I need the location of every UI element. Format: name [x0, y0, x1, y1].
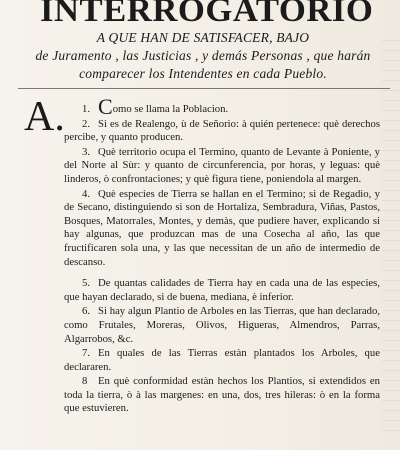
- question-8: [64, 375, 380, 416]
- question-5: [64, 277, 380, 304]
- question-text: omo se llama la Poblacion.: [112, 103, 229, 115]
- question-text: En quales de las Tierras estàn plantados los Arboles, que declararen.: [64, 347, 380, 373]
- header-divider: [18, 88, 390, 89]
- question-7: [64, 347, 380, 374]
- section-letter: A.: [24, 94, 65, 140]
- question-number: 8: [82, 375, 88, 388]
- question-number: 4.: [82, 187, 91, 200]
- question-1: [64, 94, 380, 119]
- question-number: 2.: [82, 117, 91, 130]
- question-6: [64, 305, 380, 346]
- question-text: Si hay algun Plantio de Arboles en las Tierras, que han declarado, como Frutales, Moreras, Olivos, Higueras, Almendros, Parras, Algarrobos, &c.: [64, 305, 380, 345]
- question-number: 7.: [82, 347, 91, 360]
- dropcap-letter: C: [98, 94, 113, 119]
- question-number: 3.: [82, 145, 91, 158]
- question-text: Què especies de Tierra se hallan en el Termino; si de Regadio, y de Secano, distinguiendo si son de Hortaliza, Sembradura, Viñas, Pastos, Bosques, Matorrales, Montes, y demàs, que pudiere haver, explicando si hay algunas, que produzcan mas de una Cosecha al año, las que fructificaren sola una, y las que necessitan de un año de intermedio de descanso.: [64, 187, 380, 268]
- question-text: Si es de Realengo, ù de Señorio: à quién pertenece: què derechos percibe, y quanto producen.: [64, 117, 380, 144]
- question-text: De quantas calidades de Tierra hay en cada una de las especies, que hayan declarado, si de buena, mediana, è inferior.: [64, 277, 380, 303]
- question-text: Què territorio ocupa el Termino, quanto de Levante à Poniente, y del Norte al Sùr: y quanto de circunferencia, por horas, y leguas: què linderos, ò confrontaciones; y què figura tiene, poniendola al margen.: [64, 145, 380, 185]
- question-number: 5.: [82, 277, 91, 290]
- question-text: En què conformidad estàn hechos los Plantios, si extendidos en toda la tierra, ò à las margenes: en una, dos, tres hileras: ò en la forma que estuvieren.: [64, 375, 380, 415]
- document-title: INTERROGATORIO: [39, 0, 374, 29]
- question-3: [64, 146, 380, 187]
- bleed-through-texture: [382, 40, 400, 440]
- question-number: 1.: [82, 103, 91, 115]
- spacer: [64, 270, 380, 277]
- question-2: [64, 118, 380, 145]
- subtitle-line-3: comparecer los Intendentes en cada Pueblo.: [79, 66, 327, 81]
- document-header: [18, 0, 388, 82]
- question-number: 6.: [82, 305, 91, 318]
- subtitle-line-2: de Juramento , las Justicias , y demás Personas , que harán: [35, 48, 371, 63]
- question-4: [64, 188, 380, 270]
- questions-list: [64, 94, 380, 417]
- subtitle-line-1: A QUE HAN DE SATISFACER, BAJO: [96, 30, 310, 45]
